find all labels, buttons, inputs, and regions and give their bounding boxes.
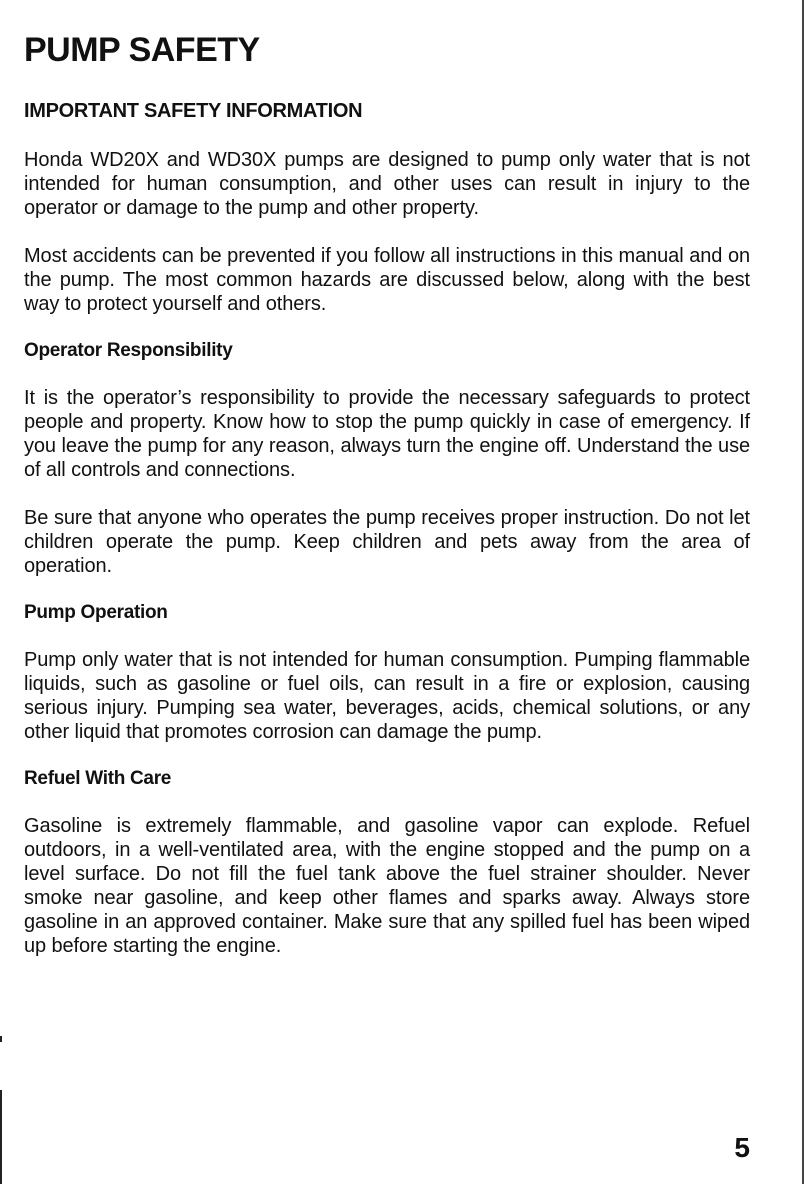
section-paragraph: Gasoline is extremely flammable, and gasoline vapor can explode. Refuel outdoors, in a well-ventilated area, with the engine stopped and the pump on a level surface. Do not fill the fuel tank above the fuel strainer shoulder. Never smoke near gasoline, and keep other flames and sparks away. Always store gasoline in an approved container. Make sure that any spilled fuel has been wiped up before starting the engine. (24, 815, 750, 957)
section-operator-responsibility (24, 338, 750, 578)
scan-edge-mark (0, 1036, 2, 1042)
section-refuel-with-care (24, 766, 750, 958)
section-paragraph: Pump only water that is not intended for human consumption. Pumping flammable liquids, such as gasoline or fuel oils, can result in a fire or explosion, causing serious injury. Pumping sea water, beverages, acids, chemical solutions, or any other liquid that promotes corrosion can damage the pump. (24, 649, 750, 743)
intro-paragraph-1: Honda WD20X and WD30X pumps are designed to pump only water that is not intended for human consumption, and other uses can result in injury to the operator or damage to the pump and other property. (24, 149, 750, 219)
manual-page (24, 30, 750, 958)
page-title: PUMP SAFETY (24, 31, 260, 69)
section-heading: Refuel With Care (24, 768, 172, 789)
section-paragraph: It is the operator’s responsibility to provide the necessary safeguards to protect people and property. Know how to stop the pump quickly in case of emergency. If you leave the pump for any reason, always turn the engine off. Understand the use of all controls and connections. (24, 387, 750, 481)
intro-paragraph-2: Most accidents can be prevented if you follow all instructions in this manual and on the pump. The most common hazards are discussed below, along with the best way to protect yourself and others. (24, 245, 750, 315)
section-subtitle: IMPORTANT SAFETY INFORMATION (24, 100, 363, 122)
section-heading: Pump Operation (24, 602, 168, 623)
section-heading: Operator Responsibility (24, 340, 233, 361)
page-number: 5 (734, 1132, 750, 1163)
section-paragraph: Be sure that anyone who operates the pump receives proper instruction. Do not let children operate the pump. Keep children and pets away from the area of operation. (24, 507, 750, 577)
scan-edge-mark (0, 1090, 2, 1184)
section-pump-operation (24, 600, 750, 744)
